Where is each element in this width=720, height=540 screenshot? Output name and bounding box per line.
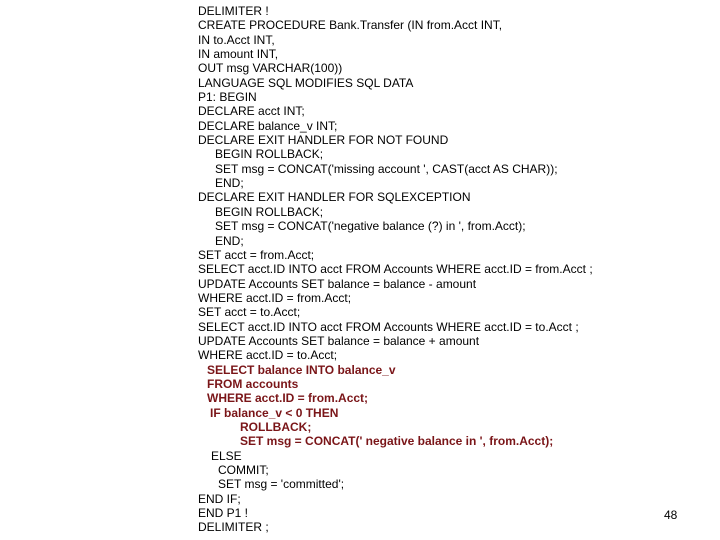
code-line: COMMIT; — [218, 463, 269, 477]
code-line: WHERE acct.ID = from.Acct; — [207, 391, 369, 406]
code-line: END; — [215, 233, 244, 248]
code-line: ROLLBACK; — [240, 419, 312, 434]
code-line: BEGIN ROLLBACK; — [215, 204, 324, 219]
code-line: WHERE acct.ID = from.Acct; — [198, 290, 352, 305]
code-line: END; — [215, 176, 244, 191]
code-line: SET msg = 'committed'; — [218, 477, 345, 492]
code-line: DECLARE EXIT HANDLER FOR SQLEXCEPTION — [198, 190, 471, 205]
code-line: SET msg = CONCAT('negative balance (?) in ', from.Acct); — [215, 219, 526, 234]
code-line: OUT msg VARCHAR(100)) — [198, 61, 343, 76]
code-line: SET acct = from.Acct; — [198, 247, 315, 262]
code-line: LANGUAGE SQL MODIFIES SQL DATA — [198, 75, 414, 90]
code-line: DELIMITER ; — [198, 520, 269, 535]
code-line: IF balance_v < 0 THEN — [210, 405, 339, 420]
code-line: WHERE acct.ID = to.Acct; — [198, 348, 338, 363]
code-line: DECLARE acct INT; — [198, 104, 305, 119]
code-line: DECLARE balance_v INT; — [198, 118, 338, 133]
code-line: SELECT acct.ID INTO acct FROM Accounts WHERE acct.ID = to.Acct ; — [198, 319, 579, 334]
code-line: CREATE PROCEDURE Bank.Transfer (IN from.Acct INT, — [198, 18, 503, 33]
code-line: UPDATE Accounts SET balance = balance + amount — [198, 333, 480, 348]
code-line: BEGIN ROLLBACK; — [215, 147, 324, 162]
code-line: SELECT balance INTO balance_v — [207, 362, 396, 377]
code-line: IN amount INT, — [198, 47, 279, 62]
code-line: DECLARE EXIT HANDLER FOR NOT FOUND — [198, 133, 449, 148]
code-line: ELSE — [211, 448, 242, 463]
code-line: SET acct = to.Acct; — [198, 305, 301, 320]
code-line: P1: BEGIN — [198, 90, 257, 105]
code-line: FROM accounts — [207, 376, 299, 391]
code-line: IN to.Acct INT, — [198, 32, 275, 47]
page-number: 48 — [664, 508, 678, 522]
code-line: END IF; — [198, 491, 241, 506]
code-line: END P1 ! — [198, 506, 249, 521]
code-line: SET msg = CONCAT('missing account ', CAST(acct AS CHAR)); — [215, 161, 558, 176]
code-line: DELIMITER ! — [198, 4, 269, 18]
code-line: SET msg = CONCAT(' negative balance in ', from.Acct); — [240, 434, 554, 449]
sql-code-block — [198, 4, 593, 535]
code-line: UPDATE Accounts SET balance = balance - amount — [198, 276, 477, 291]
code-line: SELECT acct.ID INTO acct FROM Accounts WHERE acct.ID = from.Acct ; — [198, 262, 593, 277]
